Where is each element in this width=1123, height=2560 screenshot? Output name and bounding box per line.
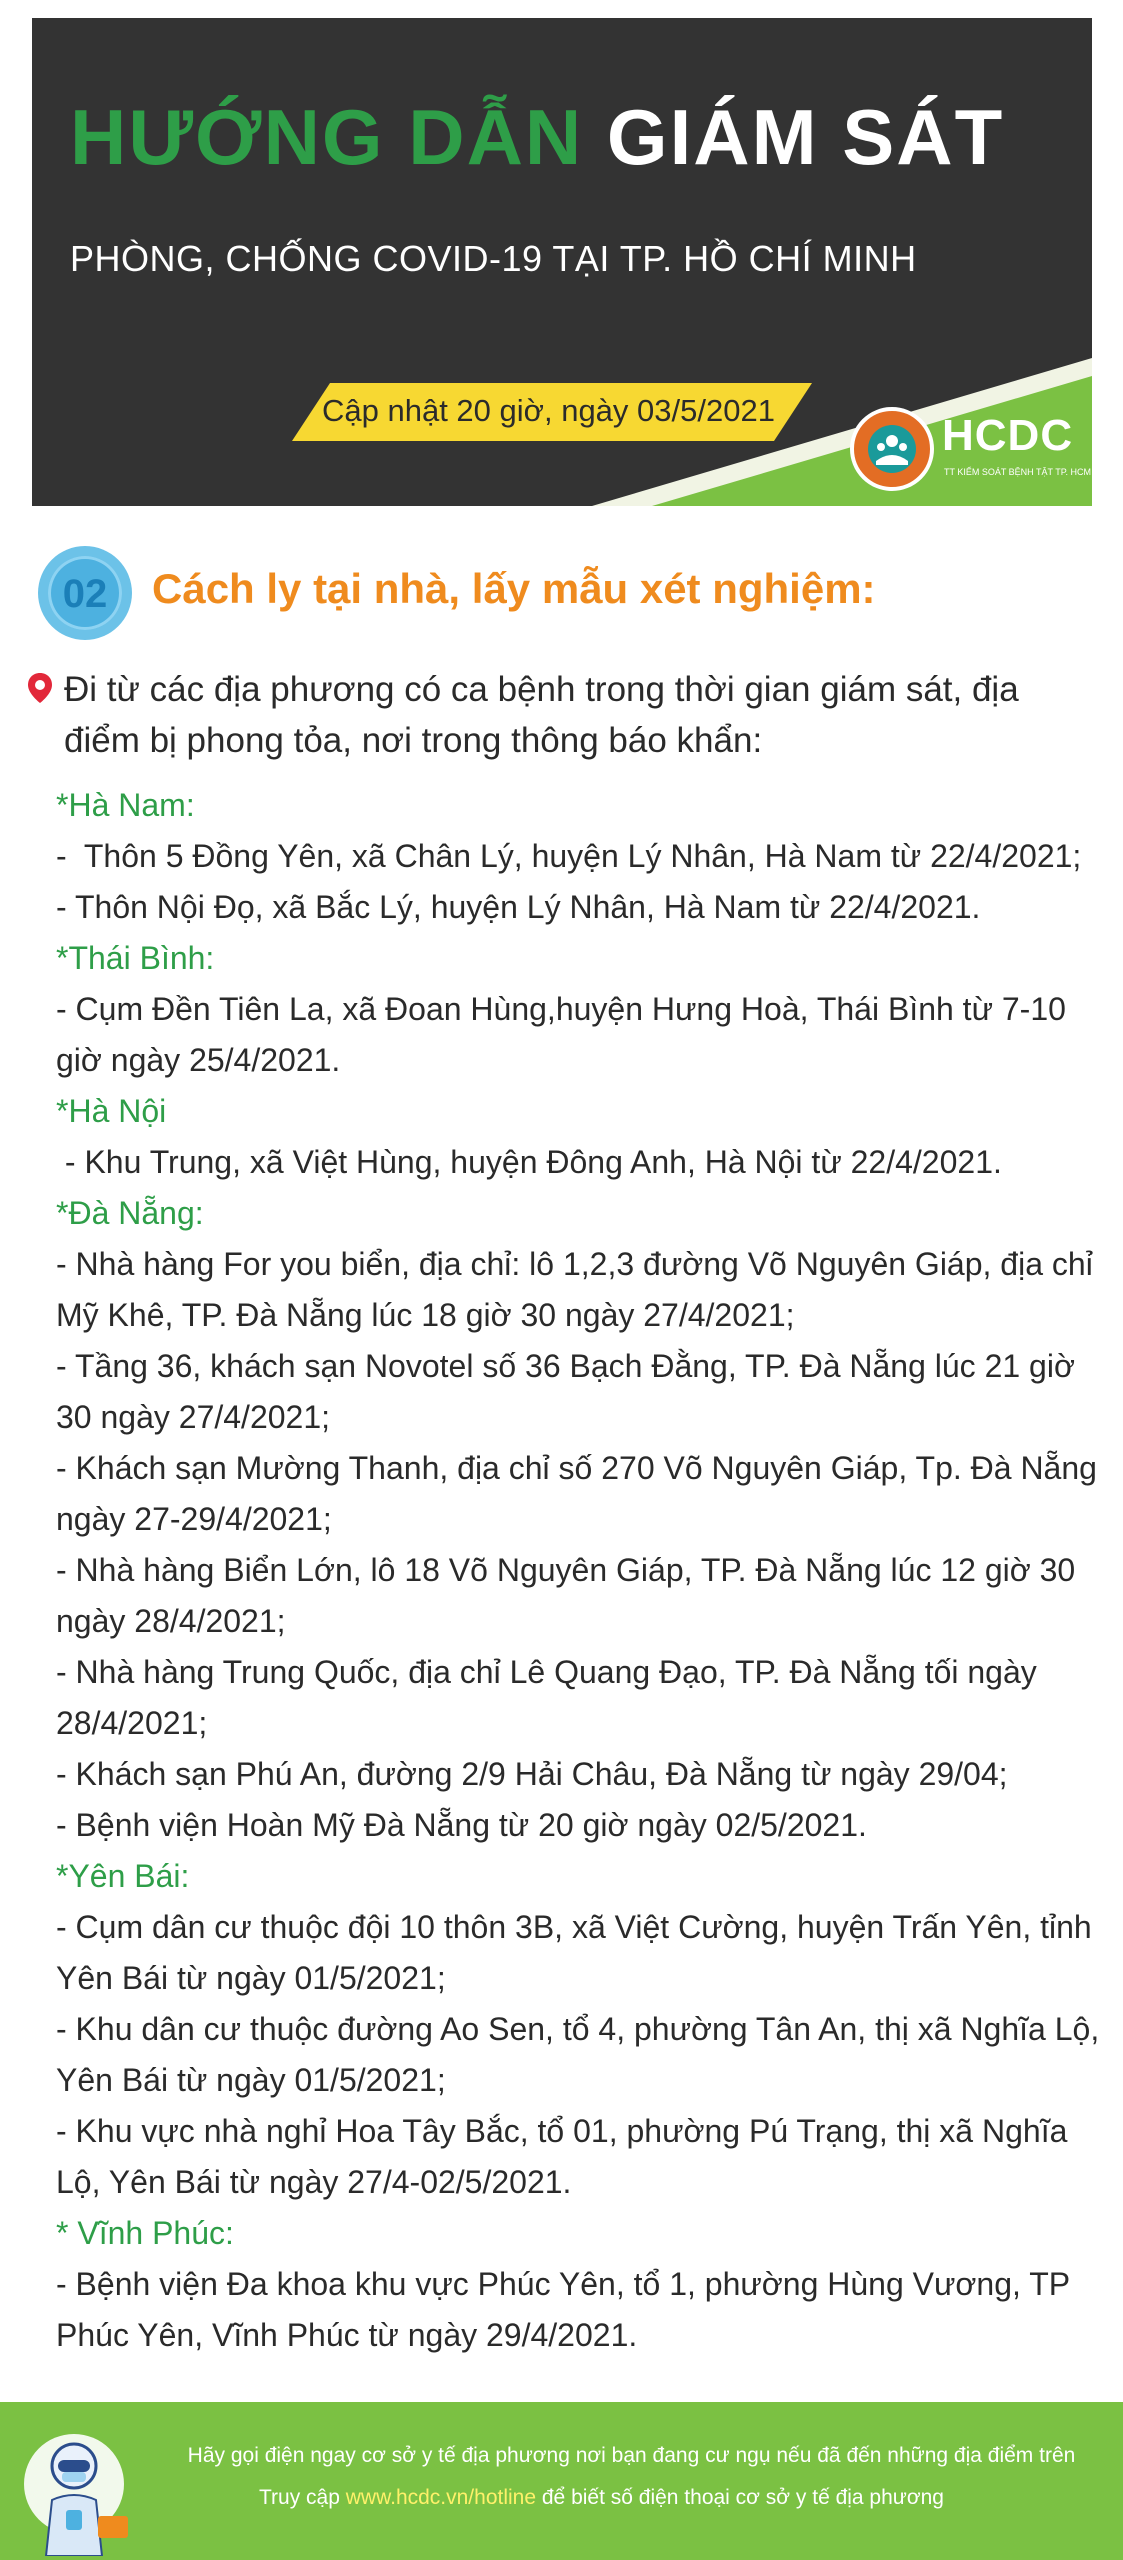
page-title (70, 93, 1005, 181)
hotline-link[interactable]: www.hcdc.vn/hotline (345, 2486, 537, 2509)
location-item: - Nhà hàng Trung Quốc, địa chỉ Lê Quang Đạo, TP. Đà Nẵng tối ngày 28/4/2021; (56, 1654, 1046, 1741)
footer-hotline-line (0, 2486, 1123, 2510)
map-pin-icon (26, 672, 54, 704)
footer-text-before: Truy cập (259, 2486, 340, 2509)
location-item: - Bệnh viện Đa khoa khu vực Phúc Yên, tổ 1, phường Hùng Vương, TP Phúc Yên, Vĩnh Phúc từ ngày 29/4/2021. (56, 2266, 1079, 2353)
footer-bar (0, 2402, 1123, 2560)
location-item: - Thôn Nội Đọ, xã Bắc Lý, huyện Lý Nhân, Hà Nam từ 22/4/2021. (56, 889, 981, 925)
section-number-badge (38, 546, 132, 640)
location-item: - Khách sạn Phú An, đường 2/9 Hải Châu, Đà Nẵng từ ngày 29/04; (56, 1756, 1008, 1792)
location-item: - Thôn 5 Đồng Yên, xã Chân Lý, huyện Lý Nhân, Hà Nam từ 22/4/2021; (56, 838, 1082, 874)
title-part-white: GIÁM SÁT (606, 93, 1005, 181)
region-heading: *Đà Nẵng: (56, 1195, 204, 1231)
region-heading: *Hà Nội (56, 1093, 167, 1129)
location-item: - Nhà hàng For you biển, địa chỉ: lô 1,2,3 đường Võ Nguyên Giáp, địa chỉ Mỹ Khê, TP. Đà Nẵng lúc 18 giờ 30 ngày 27/4/2021; (56, 1246, 1102, 1333)
update-text: Cập nhật 20 giờ, ngày 03/5/2021 (322, 393, 775, 428)
location-item: - Nhà hàng Biển Lớn, lô 18 Võ Nguyên Giáp, TP. Đà Nẵng lúc 12 giờ 30 ngày 28/4/2021; (56, 1552, 1085, 1639)
location-item: - Cụm Đền Tiên La, xã Đoan Hùng,huyện Hưng Hoà, Thái Bình từ 7-10 giờ ngày 25/4/2021. (56, 991, 1075, 1078)
region-heading: *Thái Bình: (56, 940, 215, 976)
footer-text-after: để biết số điện thoại cơ sở y tế địa phương (541, 2486, 944, 2509)
location-item: - Khu vực nhà nghỉ Hoa Tây Bắc, tổ 01, phường Pú Trạng, thị xã Nghĩa Lộ, Yên Bái từ ngày 27/4-02/5/2021. (56, 2113, 1077, 2200)
page-subtitle: PHÒNG, CHỐNG COVID-19 TẠI TP. HỒ CHÍ MINH (70, 238, 917, 279)
location-item: - Cụm dân cư thuộc đội 10 thôn 3B, xã Việt Cường, huyện Trấn Yên, tỉnh Yên Bái từ ngày 01/5/2021; (56, 1909, 1101, 1996)
region-list (56, 780, 1106, 2361)
title-part-green: HƯỚNG DẪN (70, 93, 584, 181)
intro-text: Đi từ các địa phương có ca bệnh trong thời gian giám sát, địa điểm bị phong tỏa, nơi trong thông báo khẩn: (64, 670, 1019, 760)
location-item: - Tầng 36, khách sạn Novotel số 36 Bạch Đằng, TP. Đà Nẵng lúc 21 giờ 30 ngày 27/4/2021; (56, 1348, 1084, 1435)
section-number: 02 (62, 572, 108, 616)
location-item: - Bệnh viện Hoàn Mỹ Đà Nẵng từ 20 giờ ngày 02/5/2021. (56, 1807, 867, 1843)
header-banner (32, 18, 1092, 506)
location-item: - Khu Trung, xã Việt Hùng, huyện Đông Anh, Hà Nội từ 22/4/2021. (56, 1144, 1002, 1180)
footer-message: Hãy gọi điện ngay cơ sở y tế địa phương nơi bạn đang cư ngụ nếu đã đến những địa điểm trên (187, 2444, 1076, 2467)
region-heading: *Hà Nam: (56, 787, 195, 823)
people-icon (868, 425, 916, 473)
location-item: - Khách sạn Mường Thanh, địa chỉ số 270 Võ Nguyên Giáp, Tp. Đà Nẵng ngày 27-29/4/2021; (56, 1450, 1106, 1537)
location-item: - Khu dân cư thuộc đường Ao Sen, tổ 4, phường Tân An, thị xã Nghĩa Lộ, Yên Bái từ ngày 01/5/2021; (56, 2011, 1108, 2098)
region-heading: *Yên Bái: (56, 1858, 190, 1894)
hcdc-logo (850, 401, 1092, 499)
logo-emblem-icon (850, 407, 934, 491)
logo-name: HCDC (942, 411, 1074, 460)
region-heading: * Vĩnh Phúc: (56, 2215, 234, 2251)
logo-subtitle: TT KIỂM SOÁT BỆNH TẬT TP. HCM (944, 467, 1092, 477)
section-title: Cách ly tại nhà, lấy mẫu xét nghiệm: (152, 565, 876, 612)
